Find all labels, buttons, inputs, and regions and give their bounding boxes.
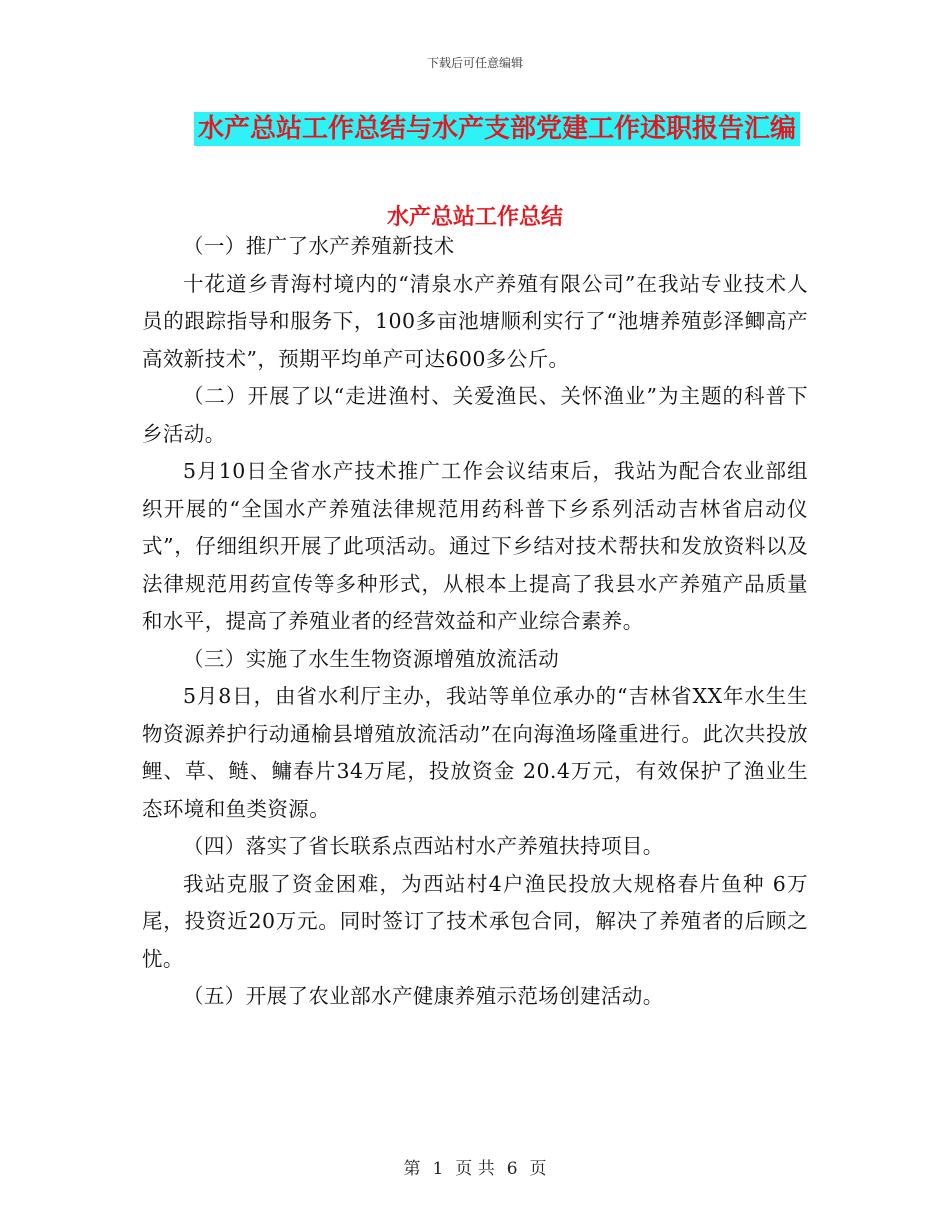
page-number: 1 bbox=[432, 1159, 444, 1179]
page-total: 6 bbox=[506, 1159, 518, 1179]
paragraph-7: （四）落实了省长联系点西站村水产养殖扶持项目。 bbox=[183, 834, 664, 858]
document-body bbox=[142, 228, 808, 1016]
paragraph-1: （一）推广了水产养殖新技术 bbox=[183, 234, 455, 258]
paragraph-4: 5月10日全省水产技术推广工作会议结束后，我站为配合农业部组织开展的“全国水产养殖法律规范用药科普下乡系列活动吉林省启动仪式”，仔细组织开展了此项活动。通过下乡结对技术帮扶和发放资料以及法律规范用药宣传等多种形式，从根本上提高了我县水产养殖产品质量和水平，提高了养殖业者的经营效益和产业综合素养。 bbox=[142, 459, 808, 633]
paragraph-6: 5月8日，由省水利厅主办，我站等单位承办的“吉林省XX年水生生物资源养护行动通榆县增殖放流活动”在向海渔场隆重进行。此次共投放鲤、草、鲢、鳙春片34万尾，投放资金 20.4万元，有效保护了渔业生态环境和鱼类资源。 bbox=[142, 684, 808, 821]
footer-suffix: 页 bbox=[529, 1159, 547, 1179]
paragraph-3: （二）开展了以“走进渔村、关爱渔民、关怀渔业”为主题的科普下乡活动。 bbox=[142, 384, 808, 446]
page-footer bbox=[0, 1154, 950, 1179]
footer-middle: 页 共 bbox=[455, 1159, 495, 1179]
header-note: 下载后可任意编辑 bbox=[426, 56, 523, 70]
paragraph-2: 十花道乡青海村境内的“清泉水产养殖有限公司”在我站专业技术人员的跟踪指导和服务下，100多亩池塘顺利实行了“池塘养殖彭泽鲫高产高效新技术”，预期平均单产可达600多公斤。 bbox=[142, 271, 808, 371]
footer-prefix: 第 bbox=[403, 1159, 421, 1179]
paragraph-9: （五）开展了农业部水产健康养殖示范场创建活动。 bbox=[183, 984, 664, 1008]
paragraph-5: （三）实施了水生生物资源增殖放流活动 bbox=[183, 646, 560, 671]
document-title: 水产总站工作总结与水产支部党建工作述职报告汇编 bbox=[194, 112, 800, 146]
paragraph-8: 我站克服了资金困难，为西站村4户渔民投放大规格春片鱼种 6万尾，投资近20万元。同时签订了技术承包合同，解决了养殖者的后顾之忧。 bbox=[142, 871, 808, 971]
section-title: 水产总站工作总结 bbox=[386, 205, 563, 230]
